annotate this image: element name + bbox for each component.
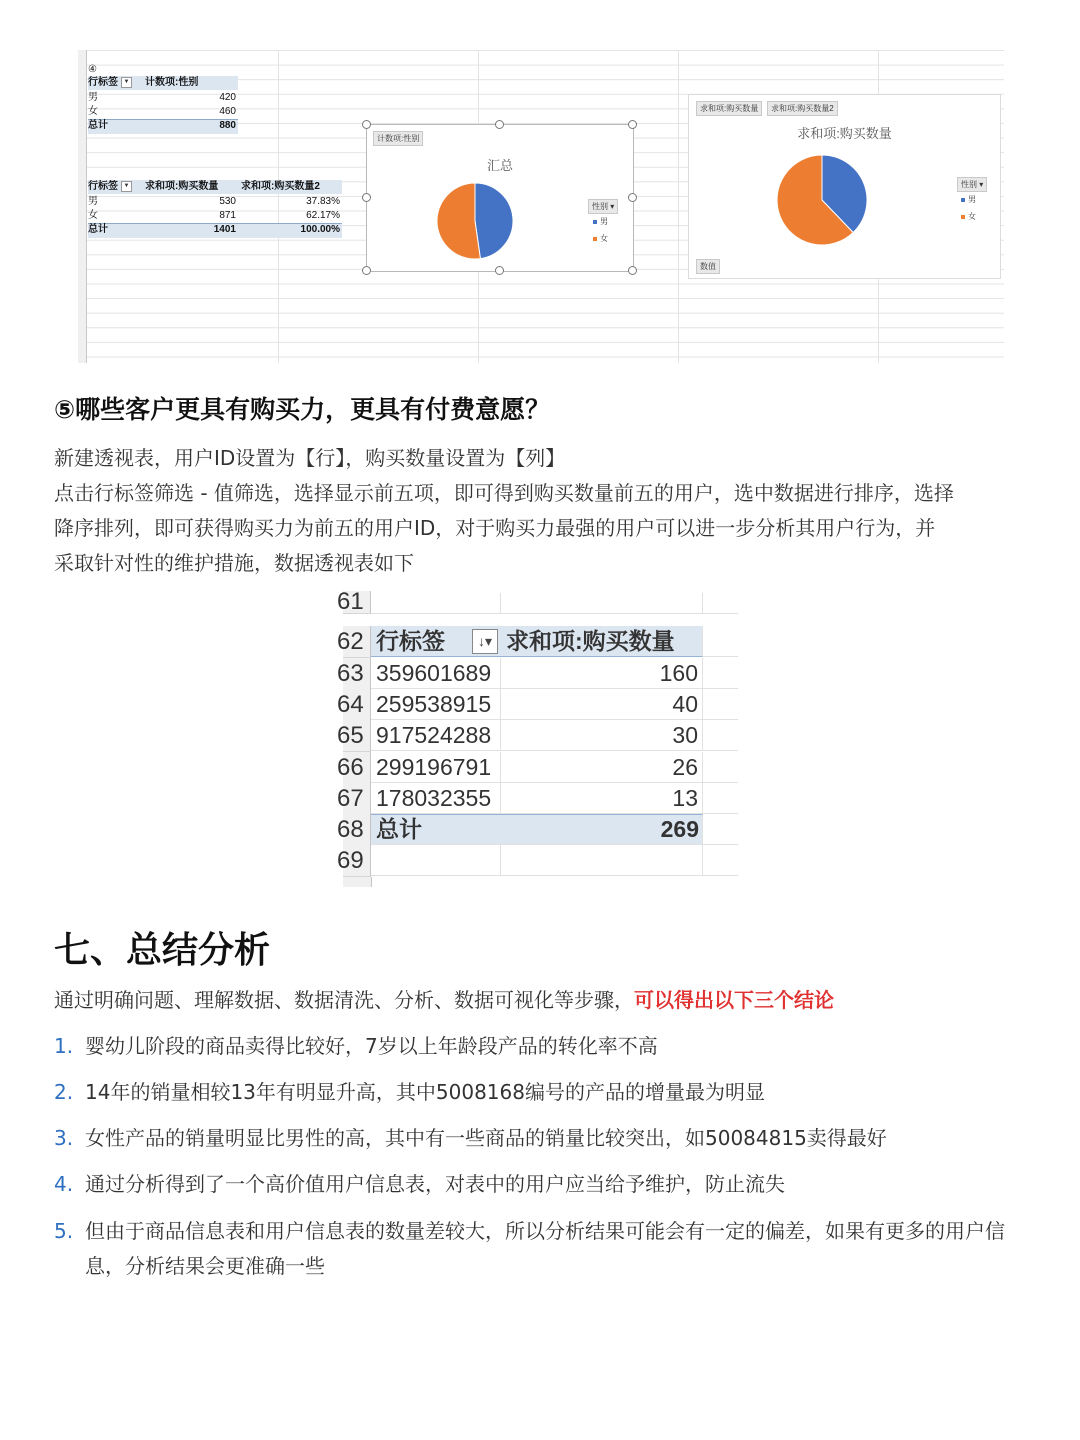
filter-dropdown-icon[interactable]: ▼ xyxy=(121,77,132,88)
list-text: 通过分析得到了一个高价值用户信息表，对表中的用户应当给予维护，防止流失 xyxy=(85,1172,785,1196)
list-text: 14年的销量相较13年有明显升高，其中5008168编号的产品的增量最为明显 xyxy=(85,1080,765,1104)
pivot3-header-label: 行标签 xyxy=(376,628,445,654)
conclusion-item xyxy=(54,1167,1034,1202)
pie-slice-male[interactable] xyxy=(475,183,513,259)
list-number: 2. xyxy=(54,1080,74,1104)
legend-field-button[interactable]: 性别 ▾ xyxy=(588,199,618,214)
filter-dropdown-icon[interactable]: ▼ xyxy=(121,181,132,192)
list-number: 5. xyxy=(54,1219,74,1243)
pivot-table-top-buyers xyxy=(337,588,738,884)
pie-slice-female[interactable] xyxy=(437,183,480,259)
pivot2-row-label: 男 xyxy=(88,196,98,207)
pivot1-row-label: 女 xyxy=(88,106,98,117)
section5-paragraph-line: 采取针对性的维护措施，数据透视表如下 xyxy=(54,551,414,575)
legend-item-female: 女 xyxy=(961,211,976,222)
pivot3-user-id: 259538915 xyxy=(371,689,501,720)
row-number-column xyxy=(78,50,87,363)
pie1-svg xyxy=(437,183,513,259)
conclusion-item xyxy=(54,1029,1034,1064)
list-text: 但由于商品信息表和用户信息表的数量差较大，所以分析结果可能会有一定的偏差，如果有更多的用户信息，分析结果会更准确一些 xyxy=(85,1219,1005,1278)
pivot1-row-value: 420 xyxy=(219,92,236,103)
resize-handle[interactable] xyxy=(362,266,371,275)
list-number: 4. xyxy=(54,1172,74,1196)
pivot2-row-pct: 62.17% xyxy=(306,210,340,221)
legend-item-female: 女 xyxy=(593,233,608,244)
resize-handle[interactable] xyxy=(495,266,504,275)
resize-handle[interactable] xyxy=(362,120,371,129)
resize-handle[interactable] xyxy=(495,120,504,129)
row-number: 65 xyxy=(343,720,371,752)
resize-handle[interactable] xyxy=(362,193,371,202)
pivot3-purchase-sum: 30 xyxy=(501,720,703,751)
pivot2-row-sum: 530 xyxy=(219,196,236,207)
legend-item-male: 男 xyxy=(593,216,608,227)
pivot3-purchase-sum: 26 xyxy=(501,752,703,783)
pivot1-row-value: 460 xyxy=(219,106,236,117)
pivot3-header-value: 求和项:购买数量 xyxy=(506,628,675,654)
spreadsheet-screenshot-top xyxy=(78,50,1004,363)
pivot3-user-id: 178032355 xyxy=(371,783,501,814)
pie2-svg xyxy=(777,155,867,245)
conclusion-highlight: 可以得出以下三个结论 xyxy=(634,988,834,1012)
pivot3-user-id: 359601689 xyxy=(371,658,501,689)
pivot2-header-sum2: 求和项:购买数量2 xyxy=(241,181,320,192)
pivot2-total-label: 总计 xyxy=(88,224,108,235)
field-button-sum[interactable]: 求和项:购买数量 xyxy=(696,101,762,116)
pivot3-total-label: 总计 xyxy=(376,816,422,842)
row-number: 64 xyxy=(343,689,371,721)
legend-swatch-female xyxy=(593,237,597,241)
resize-handle[interactable] xyxy=(628,120,637,129)
pivot3-purchase-sum: 40 xyxy=(501,689,703,720)
conclusion-item xyxy=(54,1121,1034,1156)
pie-chart-gender-count[interactable] xyxy=(366,124,634,272)
row-number: 67 xyxy=(343,783,371,815)
field-button-sum2[interactable]: 求和项:购买数量2 xyxy=(767,101,838,116)
list-number: 1. xyxy=(54,1034,74,1058)
list-text: 女性产品的销量明显比男性的高，其中有一些商品的销量比较突出，如50084815卖得最好 xyxy=(85,1126,887,1150)
resize-handle[interactable] xyxy=(628,266,637,275)
pivot2-total-pct: 100.00% xyxy=(300,224,340,235)
pivot2-total-sum: 1401 xyxy=(213,224,236,235)
row-number: 61 xyxy=(343,591,371,614)
pivot2-row-label: 女 xyxy=(88,210,98,221)
field-button-count-gender[interactable]: 计数项:性别 xyxy=(373,131,423,146)
pivot3-user-id: 917524288 xyxy=(371,720,501,751)
pivot1-header-label: 行标签 ▼ xyxy=(88,76,135,90)
pivot1-total-label: 总计 xyxy=(88,120,108,131)
value-filter-sort-icon[interactable]: ↓▾ xyxy=(472,629,498,654)
circled-number-label: ④ xyxy=(88,64,97,75)
pivot3-user-id: 299196791 xyxy=(371,752,501,783)
row-number: 63 xyxy=(343,658,371,690)
row-number: 69 xyxy=(343,845,371,877)
legend-swatch-female xyxy=(961,215,965,219)
conclusion-item xyxy=(54,1075,1034,1110)
pivot3-purchase-sum: 160 xyxy=(501,658,703,689)
legend-field-button[interactable]: 性别 ▾ xyxy=(957,177,987,192)
section7-intro: 通过明确问题、理解数据、数据清洗、分析、数据可视化等步骤，可以得出以下三个结论 xyxy=(54,988,834,1012)
pivot2-header-label: 行标签 ▼ xyxy=(88,180,135,194)
legend-swatch-male xyxy=(593,220,597,224)
values-field-button[interactable]: 数值 xyxy=(696,259,720,274)
pivot3-purchase-sum: 13 xyxy=(501,783,703,814)
pivot2-row-pct: 37.83% xyxy=(306,196,340,207)
row-number: 62 xyxy=(343,626,371,658)
pivot2-header-sum: 求和项:购买数量 xyxy=(145,181,219,192)
resize-handle[interactable] xyxy=(628,193,637,202)
conclusion-item xyxy=(54,1214,1034,1284)
pivot-table-gender-count xyxy=(88,76,238,136)
section5-paragraph-line: 新建透视表，用户ID设置为【行】，购买数量设置为【列】 xyxy=(54,446,566,470)
pivot1-header-value: 计数项:性别 xyxy=(145,77,199,88)
pivot2-row-sum: 871 xyxy=(219,210,236,221)
list-text: 婴幼儿阶段的商品卖得比较好，7岁以上年龄段产品的转化率不高 xyxy=(85,1034,658,1058)
row-number: 68 xyxy=(343,814,371,846)
pivot-table-purchase-sum xyxy=(88,180,342,240)
chart1-title: 汇总 xyxy=(486,158,513,173)
pivot3-total-value: 269 xyxy=(660,816,699,842)
section5-paragraph-line: 降序排列，即可获得购买力为前五的用户ID，对于购买力最强的用户可以进一步分析其用户行为，并 xyxy=(54,516,936,540)
chart2-title: 求和项:购买数量 xyxy=(797,126,892,141)
section7-heading: 七、总结分析 xyxy=(54,930,271,971)
pivot1-total-value: 880 xyxy=(219,120,236,131)
pivot1-row-label: 男 xyxy=(88,92,98,103)
legend-item-male: 男 xyxy=(961,194,976,205)
legend-swatch-male xyxy=(961,198,965,202)
pie-chart-purchase-sum[interactable] xyxy=(688,94,1001,279)
list-number: 3. xyxy=(54,1126,74,1150)
section5-heading: ⑤哪些客户更具有购买力，更具有付费意愿？ xyxy=(54,395,551,424)
row-number: 66 xyxy=(343,752,371,784)
section5-paragraph-line: 点击行标签筛选 - 值筛选，选择显示前五项，即可得到购买数量前五的用户，选中数据进行排序，选择 xyxy=(54,481,954,505)
